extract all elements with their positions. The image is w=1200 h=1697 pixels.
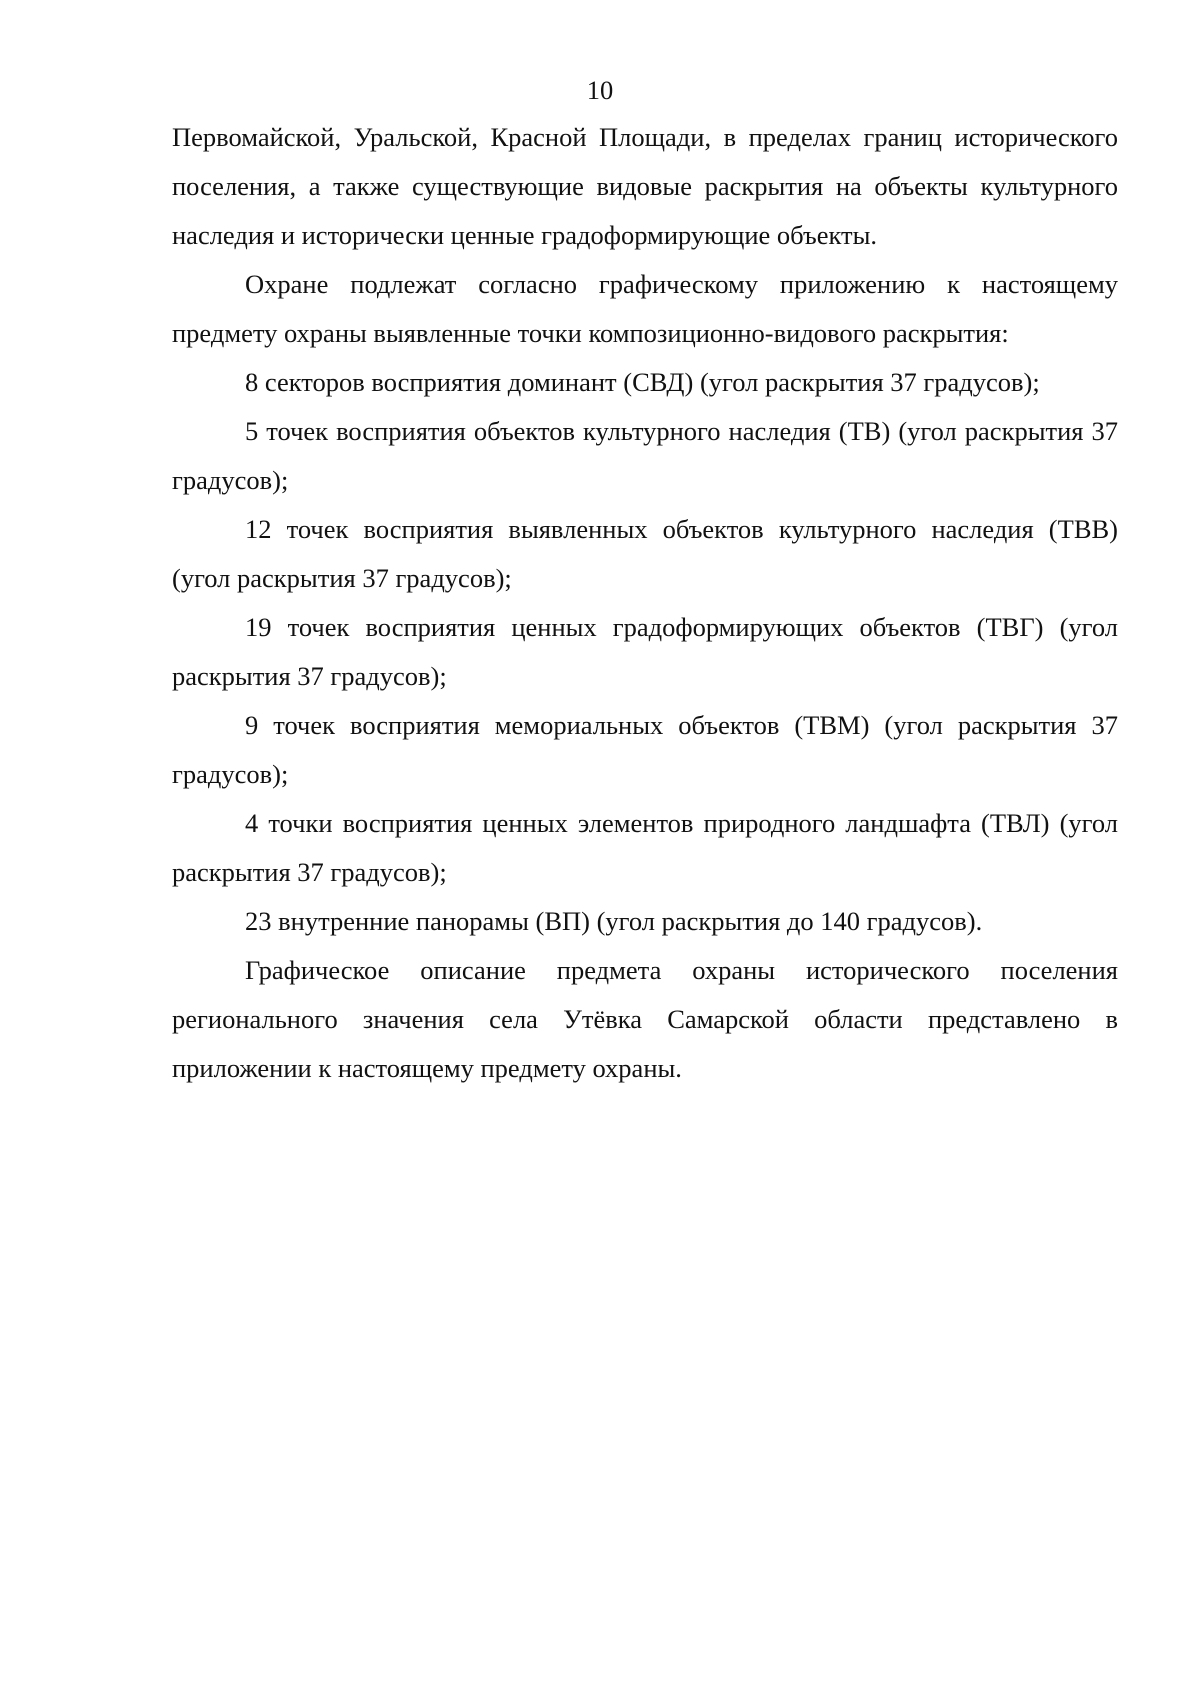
list-item-tvg: 19 точек восприятия ценных градоформирующих объектов (ТВГ) (угол раскрытия 37 градусов); bbox=[172, 612, 1118, 691]
list-item-tvl: 4 точки восприятия ценных элементов природного ландшафта (ТВЛ) (угол раскрытия 37 градусов); bbox=[172, 808, 1118, 887]
list-item-tvm: 9 точек восприятия мемориальных объектов (ТВМ) (угол раскрытия 37 градусов); bbox=[172, 710, 1118, 789]
paragraph-graphic-description: Графическое описание предмета охраны исторического поселения регионального значения села Утёвка Самарской области представлено в приложении к настоящему предмету охраны. bbox=[172, 955, 1118, 1083]
page-number: 10 bbox=[586, 75, 614, 105]
list-item-tv: 5 точек восприятия объектов культурного наследия (ТВ) (угол раскрытия 37 градусов); bbox=[172, 416, 1118, 495]
list-item-vp: 23 внутренние панорамы (ВП) (угол раскрытия до 140 градусов). bbox=[245, 906, 983, 936]
paragraph-protection-intro: Охране подлежат согласно графическому приложению к настоящему предмету охраны выявленные точки композиционно-видового раскрытия: bbox=[172, 269, 1118, 348]
list-item-svd: 8 секторов восприятия доминант (СВД) (угол раскрытия 37 градусов); bbox=[245, 367, 1040, 397]
document-body bbox=[172, 113, 1118, 1093]
paragraph-continuation: Первомайской, Уральской, Красной Площади, в пределах границ исторического поселения, а также существующие видовые раскрытия на объекты культурного наследия и исторически ценные градоформирующие объекты. bbox=[172, 122, 1118, 250]
list-item-tvv: 12 точек восприятия выявленных объектов культурного наследия (ТВВ) (угол раскрытия 37 градусов); bbox=[172, 514, 1118, 593]
